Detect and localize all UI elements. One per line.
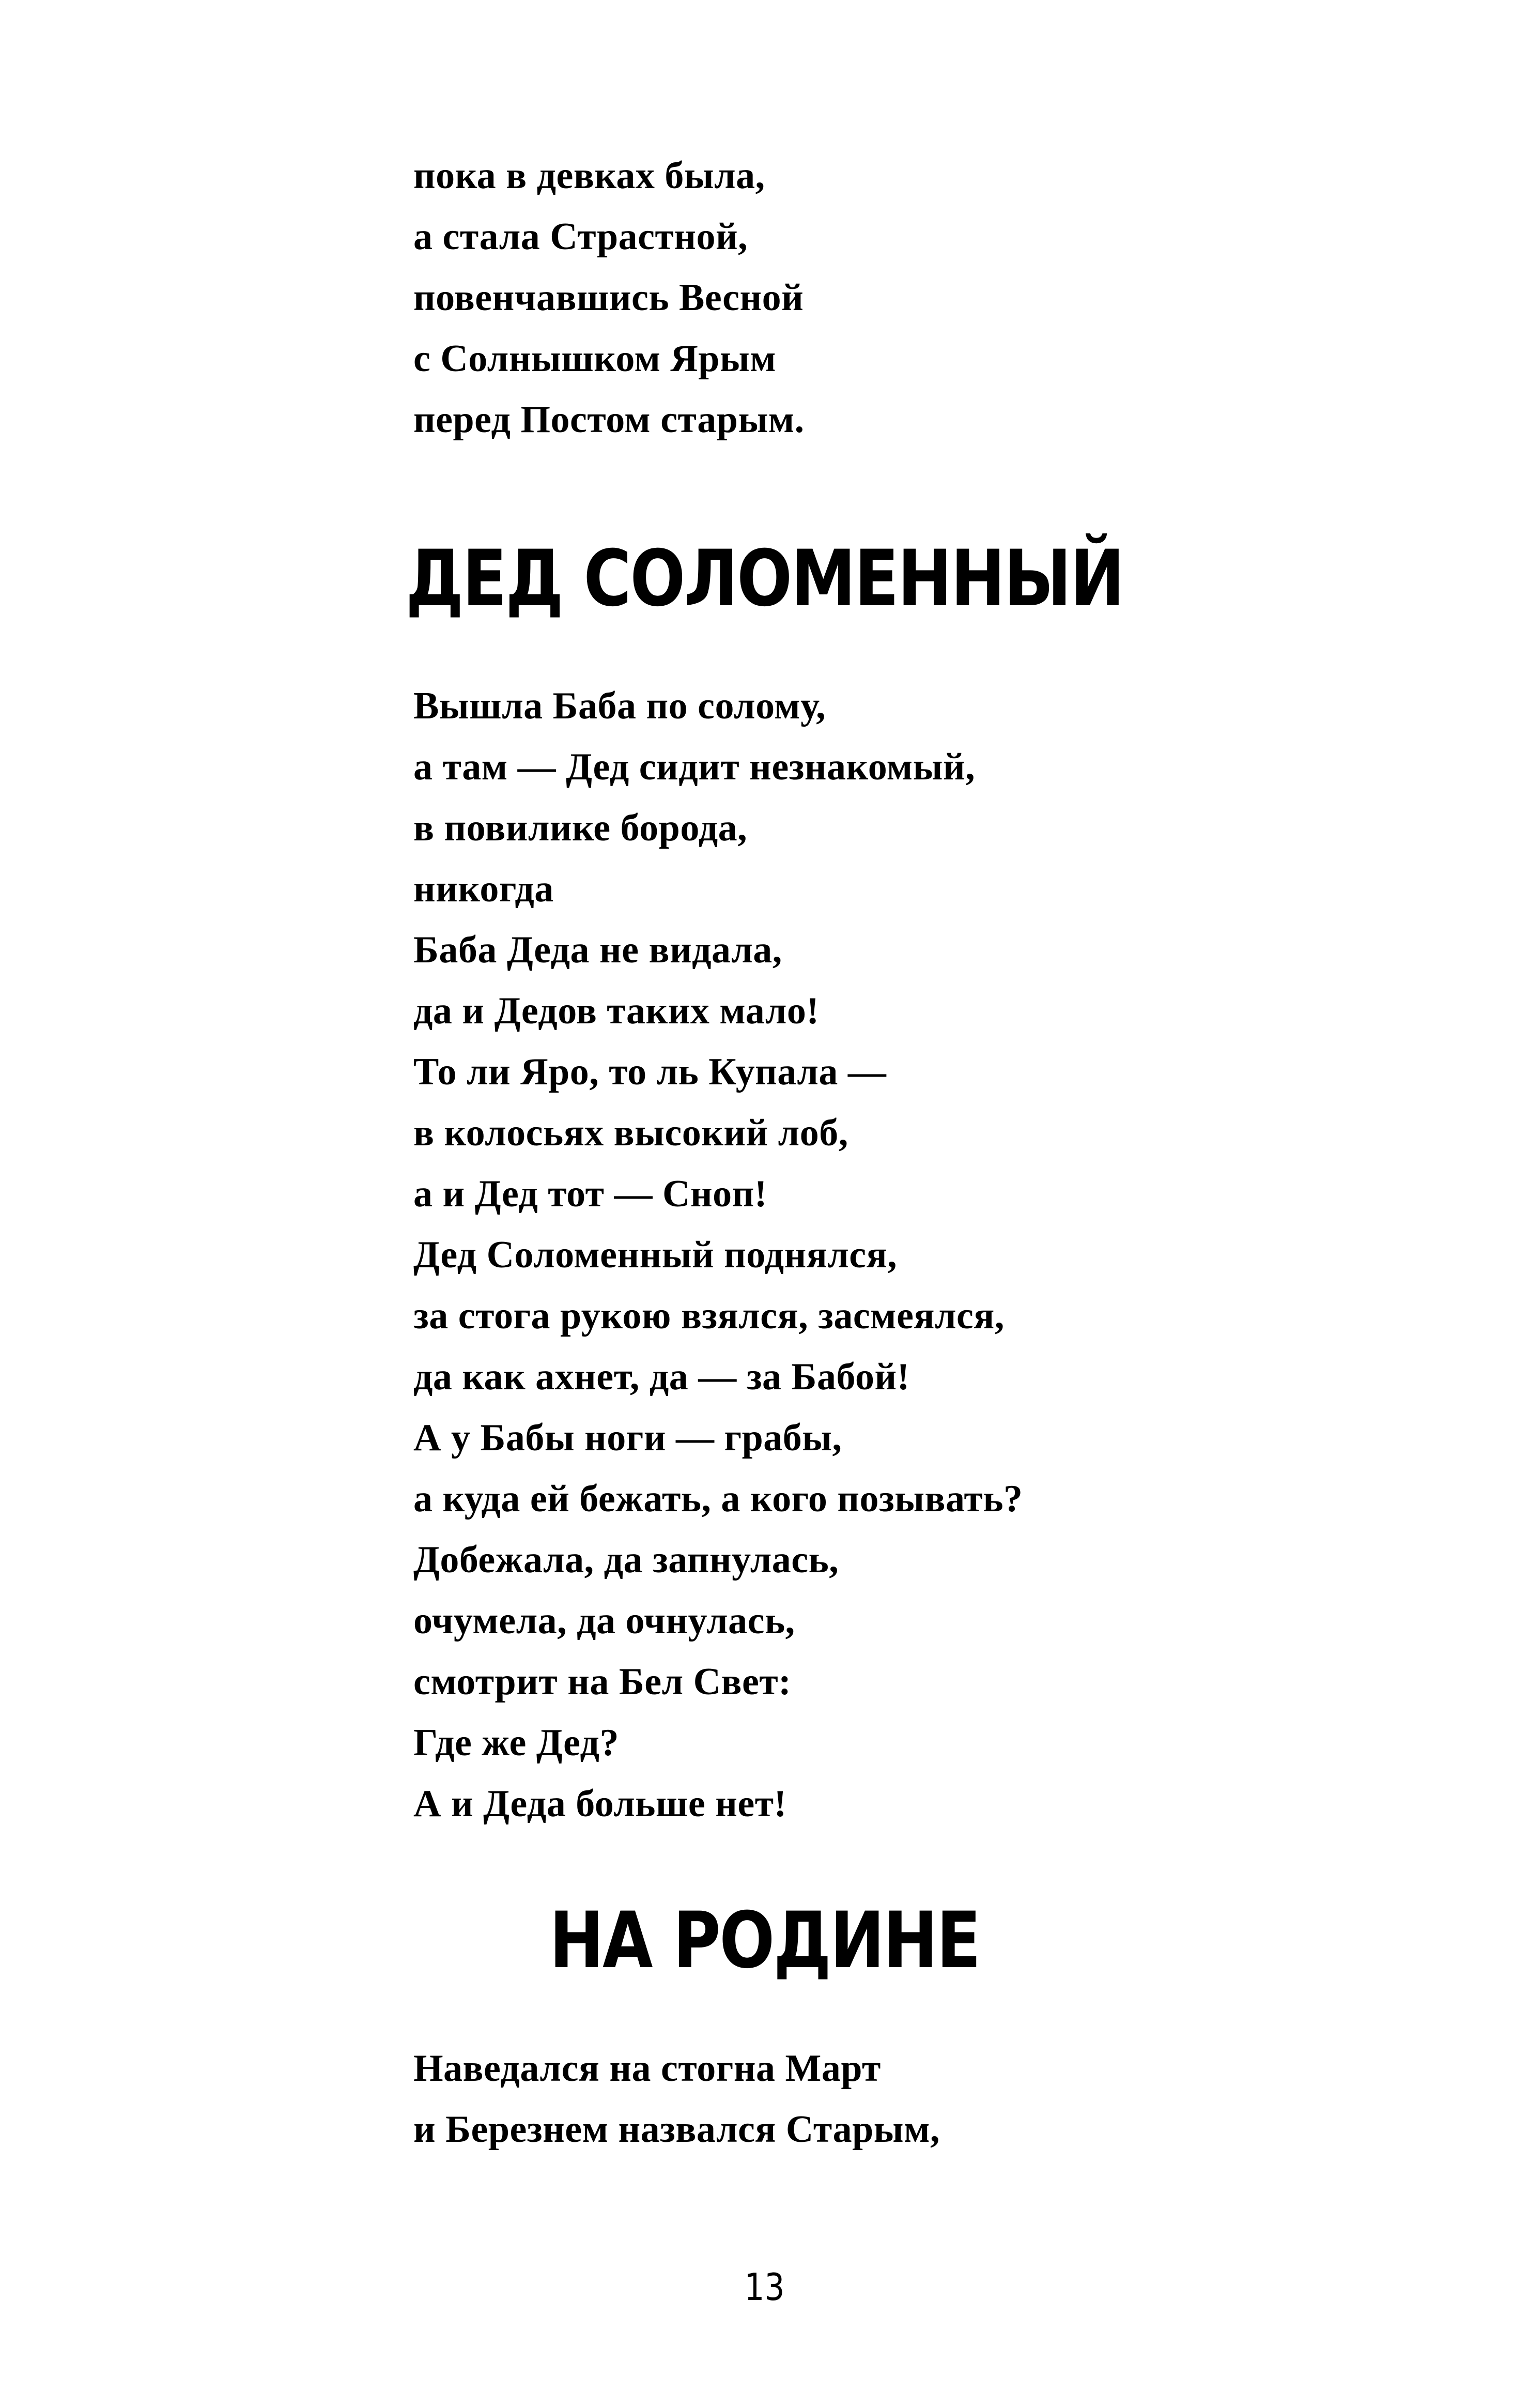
poem-title: НА РОДИНЕ xyxy=(549,1896,980,1986)
verse-line: а там — Дед сидит незнакомый, xyxy=(413,746,976,788)
verse-line: да и Дедов таких мало! xyxy=(413,990,820,1032)
poem-title: ДЕД СОЛОМЕННЫЙ xyxy=(406,534,1123,624)
verse-line: Наведался на стогна Март xyxy=(413,2047,881,2090)
verse-line: и Березнем назвался Старым, xyxy=(413,2108,940,2151)
page-number: 13 xyxy=(744,2265,785,2309)
verse-line: перед Постом старым. xyxy=(413,398,805,441)
verse-line: смотрит на Бел Свет: xyxy=(413,1661,792,1703)
verse-line: с Солнышком Ярым xyxy=(413,338,777,380)
verse-line: Дед Соломенный поднялся, xyxy=(413,1234,898,1276)
verse-line: повенчавшись Весной xyxy=(413,277,804,319)
verse-line: а и Дед тот — Сноп! xyxy=(413,1173,767,1215)
verse-line: А и Деда больше нет! xyxy=(413,1783,787,1825)
verse-line: Баба Деда не видала, xyxy=(413,929,782,971)
verse-line: в колосьях высокий лоб, xyxy=(413,1112,848,1154)
verse-line: никогда xyxy=(413,868,554,910)
verse-line: пока в девках была, xyxy=(413,155,765,197)
verse-line: да как ахнет, да — за Бабой! xyxy=(413,1356,910,1398)
verse-line: Вышла Баба по солому, xyxy=(413,685,826,727)
verse-line: а куда ей бежать, а кого позывать? xyxy=(413,1478,1023,1520)
verse-line: А у Бабы ноги — грабы, xyxy=(413,1417,842,1459)
verse-line: а стала Страстной, xyxy=(413,216,748,258)
poem-continuation xyxy=(413,145,805,450)
verse-line: Добежала, да запнулась, xyxy=(413,1539,839,1581)
verse-line: за стога рукою взялся, засмеялся, xyxy=(413,1295,1005,1337)
poem-body xyxy=(413,2038,940,2160)
verse-line: То ли Яро, то ль Купала — xyxy=(413,1051,887,1093)
verse-line: Где же Дед? xyxy=(413,1722,619,1764)
verse-line: в повилике борода, xyxy=(413,807,748,849)
verse-line: очумела, да очнулась, xyxy=(413,1600,795,1642)
poem-body xyxy=(413,676,1023,1834)
